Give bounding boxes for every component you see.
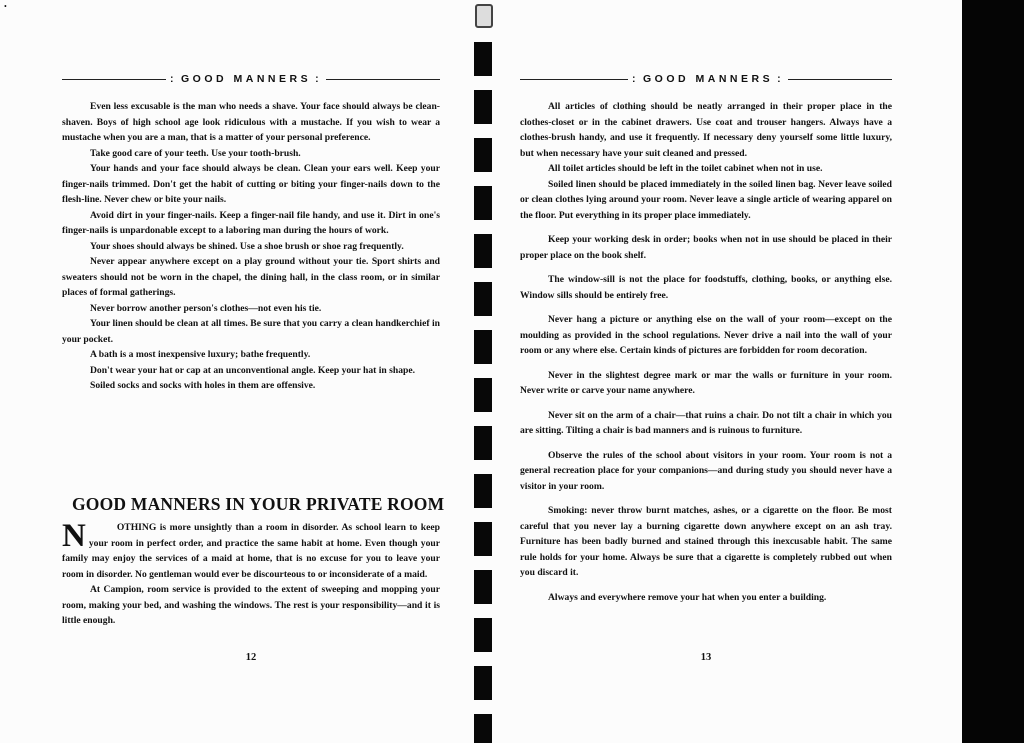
- head-rule-left: [62, 79, 166, 80]
- margin-mark: •: [4, 2, 7, 11]
- paragraph: Never hang a picture or anything else on the wall of your room—except on the moulding as provided in the school regulations. Never drive a nail into the wall of your room or any where else. Certain kinds of pictures are forbidden for room decoration.: [520, 314, 892, 356]
- paragraph: Never in the slightest degree mark or mar the walls or furniture in your room. Never write or carve your name anywhere.: [520, 369, 892, 396]
- paragraph: Never borrow another person's clothes—not even his tie.: [90, 302, 322, 314]
- paragraph: Never appear anywhere except on a play ground without your tie. Sport shirts and sweaters should not be worn in the chapel, the dining hall, in the class room, or in similar places of formal gatherings.: [62, 256, 440, 298]
- paragraph: All articles of clothing should be neatly arranged in their proper place in the clothes-closet or in the cabinet drawers. Use coat and trouser hangers. Always have a clothes-brush handy, and use it frequently. If necessary deny yourself some little luxury, but when necessary have your suit cleaned and pressed.: [520, 101, 892, 159]
- page-number: 13: [700, 652, 712, 663]
- paragraph: Always and everywhere remove your hat when you enter a building.: [548, 591, 827, 603]
- paragraph: Even less excusable is the man who needs a shave. Your face should always be clean-shaven. Boys of high school age look ridiculous with a mustache. If you wish to wear a mustache when you are a man, that is a matter of your personal preference.: [62, 101, 440, 143]
- paragraph: Don't wear your hat or cap at an unconventional angle. Keep your hat in shape.: [90, 364, 415, 376]
- paragraph: At Campion, room service is provided to the extent of sweeping and mopping your room, making your bed, and washing the windows. The rest is your responsibility—and it is little enough.: [62, 584, 440, 626]
- drop-cap: N: [62, 518, 86, 554]
- section-heading: GOOD MANNERS IN YOUR PRIVATE ROOM: [72, 494, 445, 514]
- paragraph: Your linen should be clean at all times. Be sure that you carry a clean handkerchief in your pocket.: [62, 318, 440, 345]
- binding-coil: [474, 666, 492, 700]
- body-text: [520, 99, 892, 605]
- spiral-binding: [474, 0, 496, 743]
- paragraph: Smoking: never throw burnt matches, ashes, or a cigarette on the floor. Be most careful that you never lay a burning cigarette down anywhere except on an ash tray. Furniture has been badly burned and stained through this inexcusable habit. The same rule holds for your home. Always be sure that a cigarette is completely rubbed out when you discard it.: [520, 505, 892, 578]
- binding-coil: [474, 474, 492, 508]
- scan-edge: [962, 0, 1024, 743]
- page-number: 12: [245, 652, 257, 663]
- head-rule-right: [788, 79, 892, 80]
- running-head: : GOOD MANNERS :: [62, 73, 440, 85]
- paragraph: Your shoes should always be shined. Use a shoe brush or shoe rag frequently.: [90, 240, 404, 252]
- paragraph: Avoid dirt in your finger-nails. Keep a finger-nail file handy, and use it. Dirt in one's finger-nails is unpardonable except to a laboring man during the hours of work.: [62, 209, 440, 236]
- binding-coil: [474, 330, 492, 364]
- binding-coil: [474, 618, 492, 652]
- head-rule-right: [326, 79, 440, 80]
- running-head-title: GOOD MANNERS: [643, 73, 774, 85]
- paragraph: Soiled linen should be placed immediately in the soiled linen bag. Never leave soiled or clean clothes lying around your room. Never leave a single article of wearing apparel on the floor. Put everything in its proper place immediately.: [520, 178, 892, 221]
- paragraph: Take good care of your teeth. Use your tooth-brush.: [90, 147, 301, 159]
- running-head-title: GOOD MANNERS: [181, 73, 312, 85]
- left-page: [62, 0, 445, 743]
- first-word-rest: OTHING: [116, 522, 157, 533]
- opening-paragraph: [62, 520, 440, 582]
- binding-coil: [474, 714, 492, 743]
- binding-coil: [474, 282, 492, 316]
- binding-coil: [474, 42, 492, 76]
- body-text-top: [62, 99, 440, 394]
- paragraph: Keep your working desk in order; books when not in use should be placed in their proper place on the book shelf.: [520, 234, 892, 261]
- paragraph: Never sit on the arm of a chair—that ruins a chair. Do not tilt a chair in which you are sitting. Tilting a chair is bad manners and is ruinous to furniture.: [520, 409, 892, 436]
- running-head: : GOOD MANNERS :: [520, 73, 892, 85]
- right-page: [520, 0, 892, 743]
- head-rule-left: [520, 79, 628, 80]
- body-text-bottom: [62, 520, 440, 629]
- binding-coil: [474, 138, 492, 172]
- paragraph: The window-sill is not the place for foodstuffs, clothing, books, or anything else. Window sills should be entirely free.: [520, 274, 892, 301]
- binding-coil: [474, 90, 492, 124]
- paragraph: Soiled socks and socks with holes in them are offensive.: [90, 380, 316, 391]
- paragraph: Observe the rules of the school about visitors in your room. Your room is not a general recreation place for your companions—and during study you should never have a visitor in your room.: [520, 449, 892, 492]
- binding-clip: [475, 4, 493, 28]
- paragraph: Your hands and your face should always be clean. Clean your ears well. Keep your finger-nails trimmed. Don't get the habit of cutting or biting your finger-nails down to the flesh-line. Never chew or bite your nails.: [62, 163, 440, 205]
- binding-coil: [474, 186, 492, 220]
- paragraph: A bath is a most inexpensive luxury; bathe frequently.: [90, 349, 311, 360]
- paragraph: All toilet articles should be left in the toilet cabinet when not in use.: [548, 163, 823, 174]
- binding-coil: [474, 522, 492, 556]
- opening-paragraph-text: is more unsightly than a room in disorder. As school learn to keep your room in perfect order, and practice the same habit at home. Even though your family may enjoy the services of a maid at home, that is no excuse for you to leave your room in disorder. No gentleman would ever be discourteous to or inconsiderate of a maid.: [62, 522, 440, 580]
- binding-coil: [474, 234, 492, 268]
- binding-coil: [474, 378, 492, 412]
- binding-coil: [474, 426, 492, 460]
- binding-coil: [474, 570, 492, 604]
